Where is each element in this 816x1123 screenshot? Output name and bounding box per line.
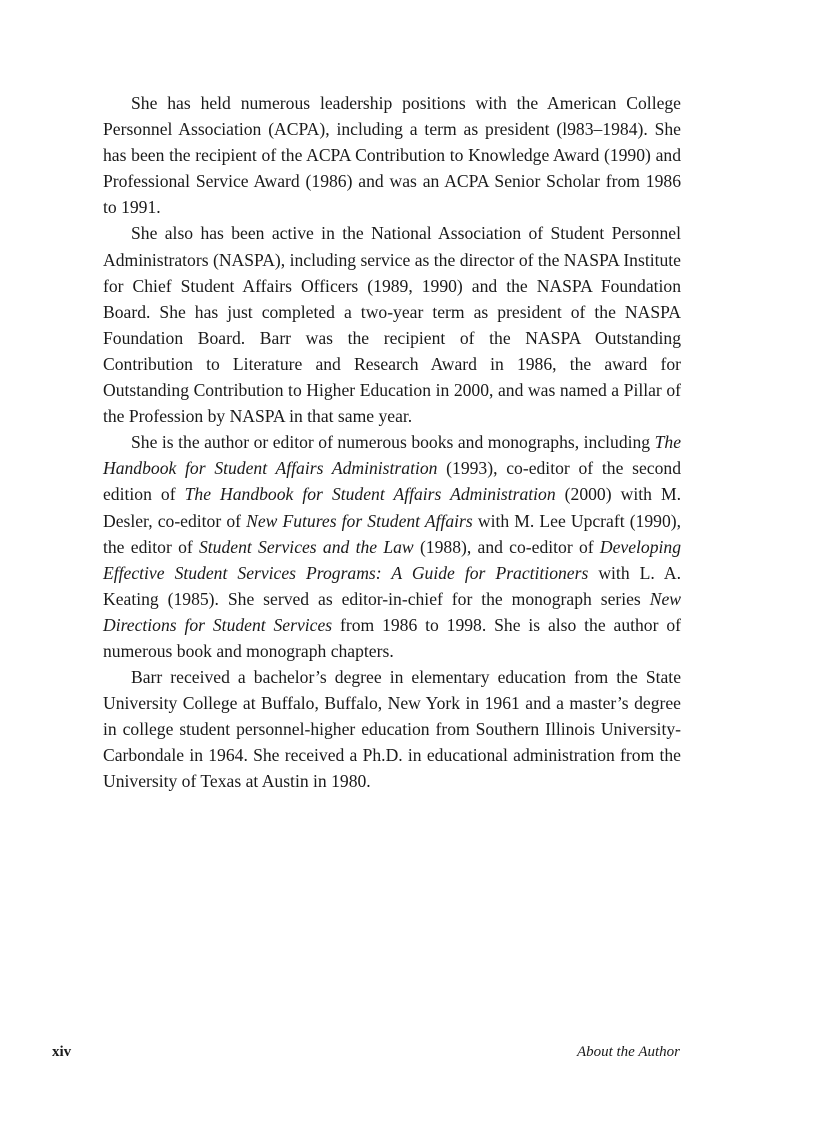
text-run: Barr received a bachelor’s degree in elementary education from the State University College at Buffalo, Buffalo, New York in 1961 and a master’s degree in college student personnel-higher education from Southern Illinois University-Carbondale in 1964. She received a Ph.D. in educational administration from the University of Texas at Austin in 1980. <box>103 667 681 792</box>
text-run: She is the author or editor of numerous books and monographs, including <box>131 432 655 453</box>
book-title: New Futures for Student Affairs <box>246 510 473 531</box>
text-run: (2000) with M. Desler, co-editor of <box>103 484 681 531</box>
body-text <box>103 90 681 795</box>
page-number: xiv <box>52 1044 72 1060</box>
text-run: She also has been active in the National Association of Student Personnel Administrators (NASPA), including service as the director of the NASPA Institute for Chief Student Affairs Officers (1989, 1990) and the NASPA Foundation Board. She has just completed a two-year term as president of the NASPA Foundation Board. Barr was the recipient of the NASPA Outstanding Contribution to Literature and Research Award in 1986, the award for Outstanding Contribution to Higher Education in 2000, and was named a Pillar of the Profession by NASPA in that same year. <box>103 223 681 427</box>
text-run: (1993), co-editor of the second edition of <box>103 458 681 505</box>
text-run: (1988), and co-editor of <box>413 536 600 557</box>
paragraph <box>103 90 681 220</box>
book-title: The Handbook for Student Affairs Administration <box>103 432 681 479</box>
paragraph <box>103 429 681 664</box>
book-title: Student Services and the Law <box>199 536 414 557</box>
book-title: Developing Effective Student Services Programs: A Guide for Practitioners <box>103 536 681 583</box>
book-title: New Directions for Student Services <box>103 588 681 635</box>
running-head: About the Author <box>576 1044 680 1060</box>
paragraph <box>103 220 681 429</box>
paragraph <box>103 664 681 794</box>
text-run: with M. Lee Upcraft (1990), the editor of <box>103 510 682 557</box>
text-run: from 1986 to 1998. She is also the author of numerous book and monograph chapters. <box>103 614 681 661</box>
text-run: with L. A. Keating (1985). She served as editor-in-chief for the monograph series <box>103 562 681 609</box>
book-title: The Handbook for Student Affairs Administration <box>184 484 556 505</box>
text-run: She has held numerous leadership positions with the American College Personnel Association (ACPA), including a term as president (l983–1984). She has been the recipient of the ACPA Contribution to Knowledge Award (1990) and Professional Service Award (1986) and was an ACPA Senior Scholar from 1986 to 1991. <box>103 93 681 218</box>
